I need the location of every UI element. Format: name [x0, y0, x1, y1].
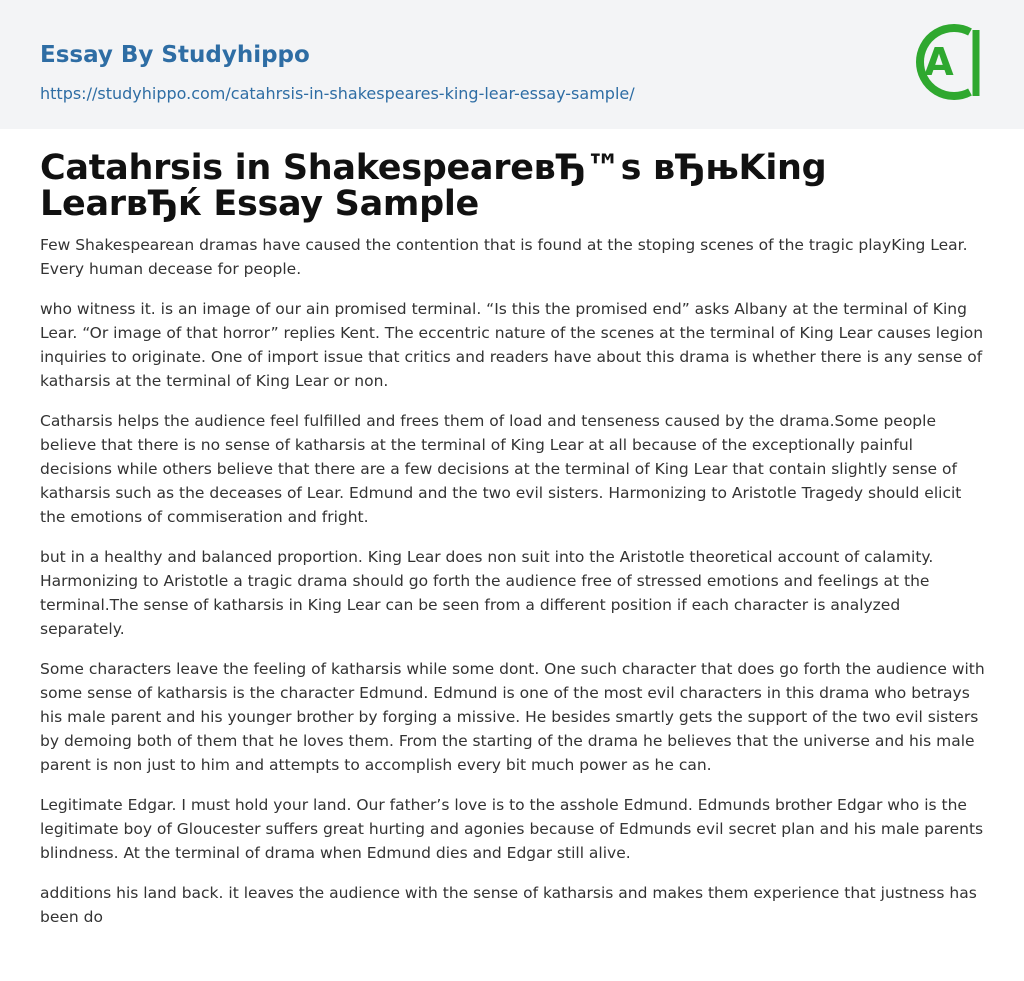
article-paragraph-1: Few Shakespearean dramas have caused the contention that is found at the stoping scenes of the tragic playKing Lear. Every human decease for people. [40, 236, 968, 278]
article-paragraph-7: additions his land back. it leaves the audience with the sense of katharsis and makes them experience that justness has been do [40, 884, 977, 926]
article-title: Catahrsis in ShakespeareвЂ™s вЂњKing LearвЂќ Essay Sample [40, 148, 827, 224]
article-paragraph-6: Legitimate Edgar. I must hold your land. Our father’s love is to the asshole Edmund. Edmunds brother Edgar who is the legitimate boy of Gloucester suffers great hurting and agonies because of Edmunds evil secret plan and his male parents blindness. At the terminal of drama when Edmund dies and Edgar still alive. [40, 796, 984, 862]
studyhippo-logo-icon[interactable] [912, 18, 988, 106]
article-paragraph-5: Some characters leave the feeling of katharsis while some dont. One such character that does go forth the audience with some sense of katharsis is the character Edmund. Edmund is one of the most evil characters in this drama who betrays his male parent and his younger brother by forging a missive. He besides smartly gets the support of the two evil sisters by demoing both of them that he loves them. From the starting of the drama he believes that the universe and his male parent is non just to him and attempts to accomplish every bit much power as he can. [40, 660, 985, 774]
article-paragraph-3: Catharsis helps the audience feel fulfilled and frees them of load and tenseness caused by the drama.Some people believe that there is no sense of katharsis at the terminal of King Lear at all because of the exceptionally painful decisions while others believe that there are a few decisions at the terminal of King Lear that contain slightly sense of katharsis such as the deceases of Lear. Edmund and the two evil sisters. Harmonizing to Aristotle Tragedy should elicit the emotions of commiseration and fright. [40, 412, 962, 526]
site-header [0, 0, 1024, 129]
article-content [40, 150, 986, 945]
article-paragraph-4: but in a healthy and balanced proportion. King Lear does non suit into the Aristotle theoretical account of calamity. Harmonizing to Aristotle a tragic drama should go forth the audience free of stressed emotions and feelings at the terminal.The sense of katharsis in King Lear can be seen from a different position if each character is analyzed separately. [40, 548, 934, 638]
logo-letter: A [924, 40, 954, 84]
article-url-link[interactable]: https://studyhippo.com/catahrsis-in-shakespeares-king-lear-essay-sample/ [40, 84, 635, 103]
article-paragraph-2: who witness it. is an image of our ain promised terminal. “Is this the promised end” asks Albany at the terminal of King Lear. “Or image of that horror” replies Kent. The eccentric nature of the scenes at the terminal of King Lear causes legion inquiries to originate. One of import issue that critics and readers have about this drama is whether there is any sense of katharsis at the terminal of King Lear or non. [40, 300, 984, 390]
site-title[interactable]: Essay By Studyhippo [40, 42, 310, 68]
